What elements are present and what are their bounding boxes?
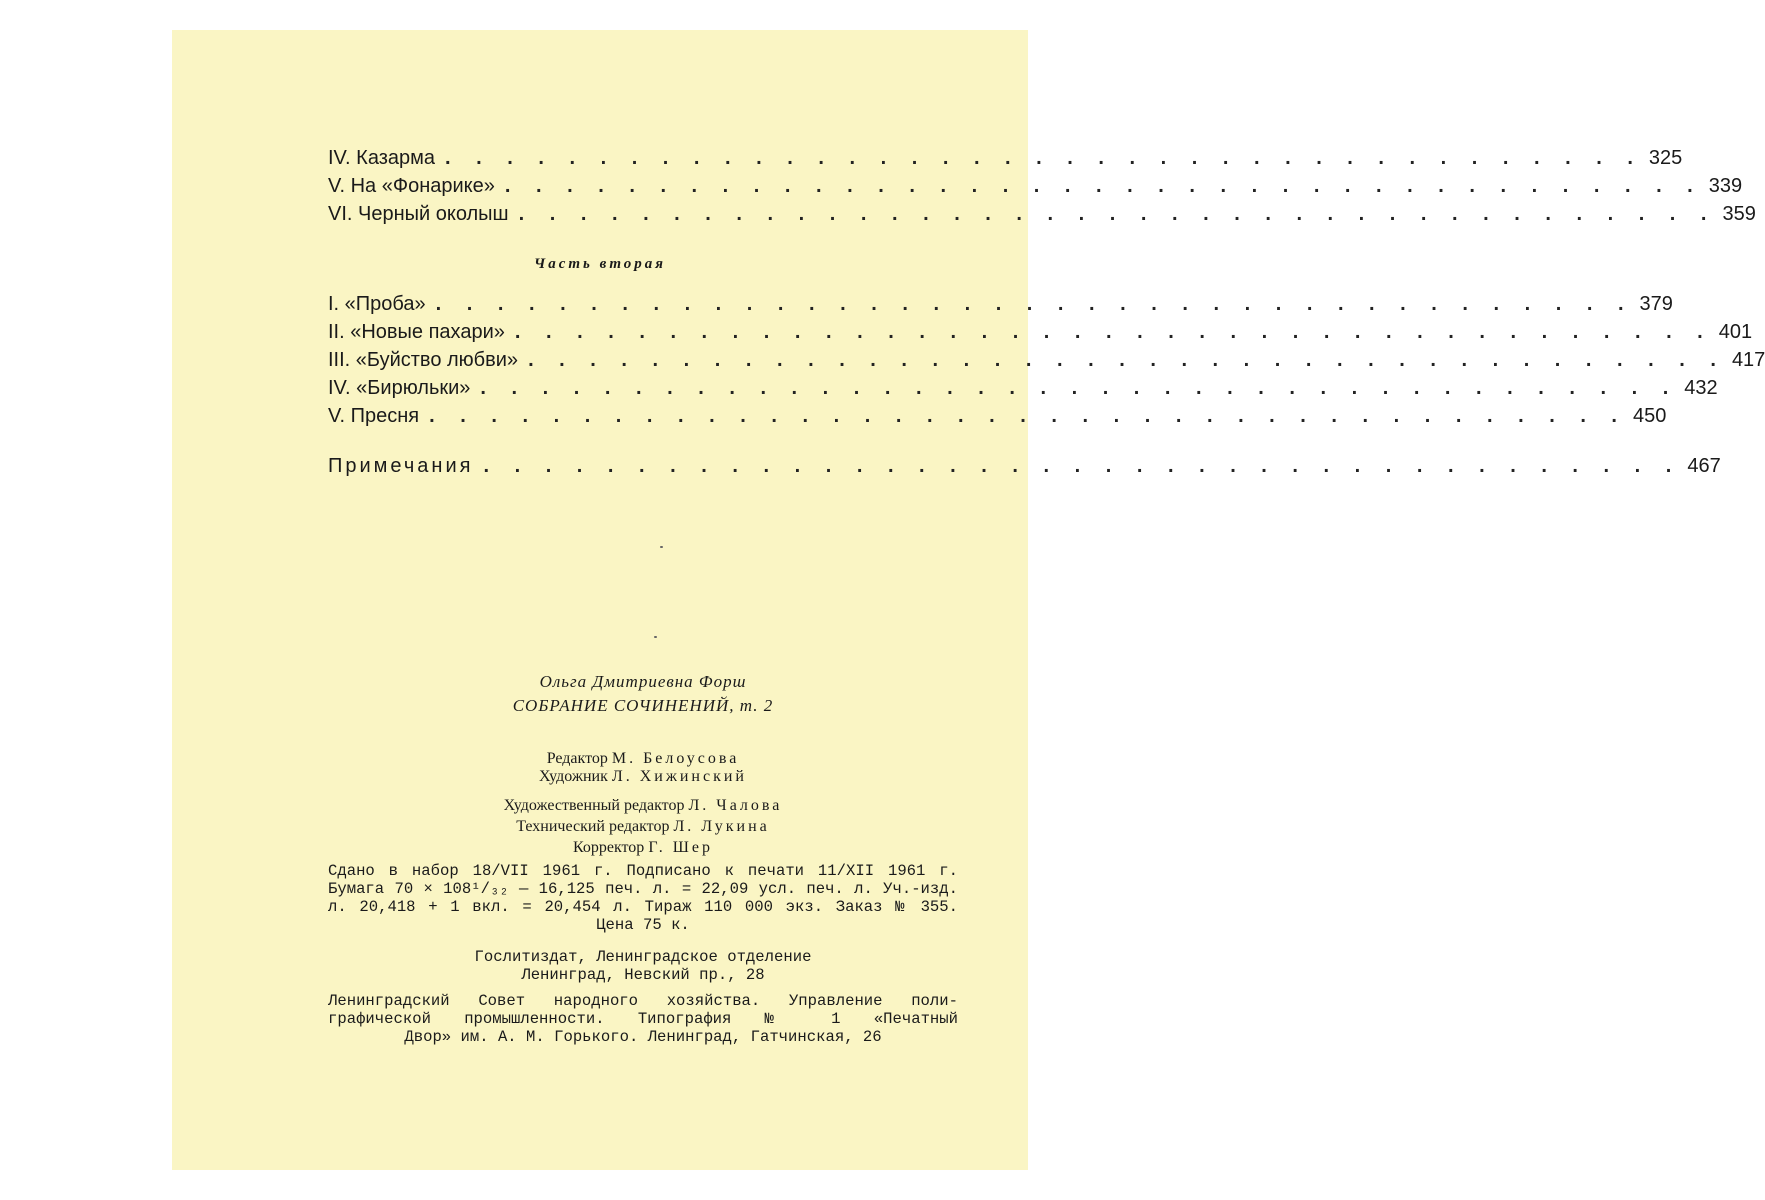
toc-entry-page: 417: [1731, 349, 1765, 371]
toc-entry-title: IV. Казарма: [328, 147, 436, 169]
credits-primary: [328, 750, 958, 786]
toc-entry-page: 432: [1684, 377, 1718, 399]
artist-credit: [328, 768, 958, 786]
book-page: [172, 30, 1765, 1170]
toc-entry-page: 401: [1718, 321, 1753, 343]
toc-entry: [328, 172, 1743, 200]
print-speck: [654, 636, 657, 638]
toc-entry: [328, 402, 1667, 430]
price: Цена 75 к.: [596, 916, 690, 934]
toc-entry-title: II. «Новые пахари»: [328, 321, 505, 343]
toc-entry-page: 359: [1722, 203, 1756, 225]
print-details-line: Сдано в набор 18/VII 1961 г. Подписано к печати 11/XII 1961 г.: [328, 862, 958, 880]
tech-editor-name: Л. Лукина: [673, 818, 770, 835]
toc-entry: [328, 318, 1753, 346]
toc-dot-leader: . . . . . . . . . . . . . . . . . . . . . . . . . . . . . . . . . . . . . . .: [429, 405, 1627, 427]
editor-name: М. Белоусова: [611, 750, 740, 767]
toc-entry: [328, 200, 1756, 228]
print-speck: [660, 546, 663, 548]
toc-part-one: [328, 144, 1756, 228]
proofreader-credit: [328, 837, 958, 858]
book-title-main: СОБРАНИЕ СОЧИНЕНИЙ: [512, 696, 730, 715]
toc-dot-leader: . . . . . . . . . . . . . . . . . . . . . . . . . . . . . . . . . . . . . . .: [518, 203, 1717, 225]
toc-dot-leader: . . . . . . . . . . . . . . . . . . . . . . . . . . . . . . . . . . . . . . .: [445, 147, 1643, 169]
toc-entry-page: 325: [1648, 147, 1683, 169]
artist-name: Л. Хижинский: [611, 768, 747, 785]
toc-entry-title: V. Пресня: [328, 405, 420, 427]
toc-dot-leader: . . . . . . . . . . . . . . . . . . . . . . . . . . . . . . . . . . . . . . .: [480, 377, 1679, 399]
publisher-address: Ленинград, Невский пр., 28: [521, 966, 765, 984]
toc-entry: [328, 346, 1765, 374]
toc-entry-title: VI. Черный околыш: [328, 203, 509, 225]
artist-role: Художник: [539, 768, 608, 785]
author-name: Ольга Дмитриевна Форш: [539, 672, 747, 691]
toc-entry-notes: [328, 452, 1721, 480]
credits-secondary: [328, 795, 958, 858]
toc-entry: [328, 374, 1718, 402]
toc-entry-page: 339: [1708, 175, 1743, 197]
toc-entry-page: 379: [1639, 293, 1673, 315]
toc-entry-title: IV. «Бирюльки»: [328, 377, 471, 399]
editor-credit: [328, 750, 958, 768]
toc-entry-title: V. На «Фонарике»: [328, 175, 495, 197]
printer-line: Двор» им. А. М. Горького. Ленинград, Гатчинская, 26: [404, 1028, 882, 1046]
toc-entry-page: 450: [1633, 405, 1667, 427]
publisher-line: Гослитиздат, Ленинградское отделение: [474, 948, 812, 966]
toc-dot-leader: . . . . . . . . . . . . . . . . . . . . . . . . . . . . . . . . . . . . . . .: [528, 349, 1726, 371]
art-editor-credit: [328, 795, 958, 816]
toc-dot-leader: . . . . . . . . . . . . . . . . . . . . . . . . . . . . . . . . . . . . . . .: [504, 175, 1703, 197]
printer-details: [328, 992, 958, 1046]
print-details-line: л. 20,418 + 1 вкл. = 20,454 л. Тираж 110 000 экз. Заказ № 355.: [328, 898, 958, 916]
editor-role: Редактор: [546, 750, 608, 767]
printer-line: Ленинградский Совет народного хозяйства. Управление поли-: [328, 992, 958, 1010]
toc-entry: [328, 290, 1673, 318]
printer-line: графической промышленности. Типография № 1 «Печатный: [328, 1010, 958, 1028]
publisher-details: [328, 948, 958, 984]
toc-dot-leader: . . . . . . . . . . . . . . . . . . . . . . . . . . . . . . . . . . . . . . .: [514, 321, 1713, 343]
art-editor-name: Л. Чалова: [688, 797, 783, 814]
print-details: [328, 862, 958, 934]
book-title-volume: , т. 2: [729, 696, 774, 715]
toc-dot-leader: . . . . . . . . . . . . . . . . . . . . . . . . . . . . . . . . . . . . . . .: [435, 293, 1634, 315]
toc-entry-title: Примечания: [328, 455, 474, 477]
book-title: [328, 696, 958, 716]
toc-entry-title: I. «Проба»: [328, 293, 426, 315]
print-details-line: Бумага 70 × 108¹/₃₂ — 16,125 печ. л. = 22,09 усл. печ. л. Уч.-изд.: [328, 880, 958, 898]
toc-part-two: [328, 290, 1765, 430]
part-two-heading: Часть вторая: [533, 256, 667, 272]
toc-entry: [328, 144, 1683, 172]
toc-entry-title: III. «Буйство любви»: [328, 349, 519, 371]
art-editor-role: Художественный редактор: [503, 797, 685, 814]
toc-dot-leader: . . . . . . . . . . . . . . . . . . . . . . . . . . . . . . . . . . . . . . .: [483, 455, 1682, 477]
toc-entry-page: 467: [1687, 455, 1721, 477]
proofreader-name: Г. Шер: [648, 839, 713, 856]
proofreader-role: Корректор: [572, 839, 645, 856]
tech-editor-credit: [328, 816, 958, 837]
toc-notes: [328, 452, 1721, 480]
tech-editor-role: Технический редактор: [516, 818, 670, 835]
